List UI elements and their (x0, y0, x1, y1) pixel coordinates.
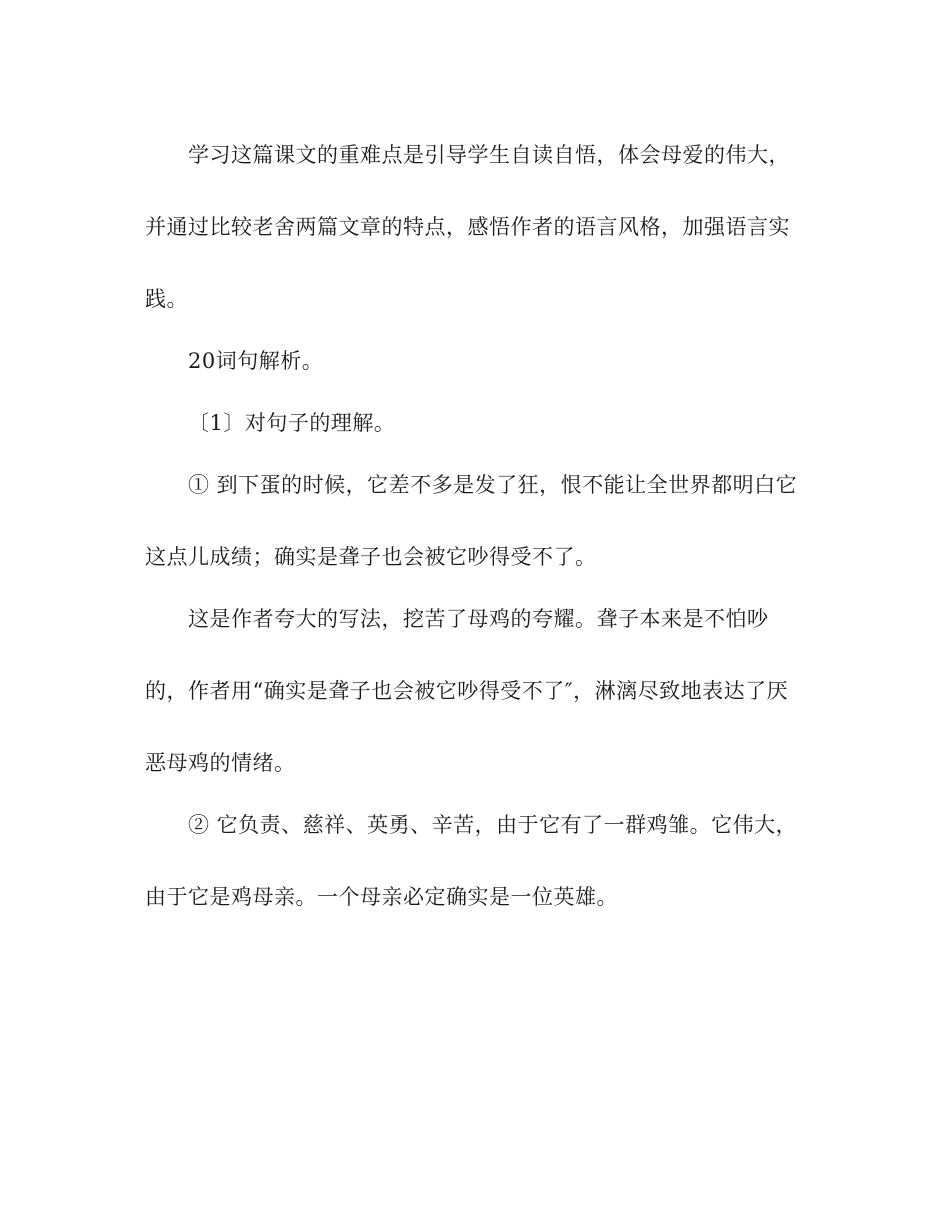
section-heading: 20词句解析。 (188, 349, 324, 373)
quote-1-line-2: 这点儿成绩；确实是聋子也会被它吵得受不了。 (145, 545, 597, 569)
paragraph-1-line-1: 学习这篇课文的重难点是引导学生自读自悟，体会母爱的伟大， (188, 143, 790, 167)
analysis-1-line-1: 这是作者夸大的写法，挖苦了母鸡的夸耀。聋子本来是不怕吵 (188, 607, 769, 631)
quote-1-line-1: ① 到下蛋的时候，它差不多是发了狂，恨不能让全世界都明白它 (188, 473, 798, 497)
analysis-1-line-2: 的，作者用“确实是聋子也会被它吵得受不了″，淋漓尽致地表达了厌 (145, 679, 789, 703)
subsection-heading: 〔1〕对句子的理解。 (188, 411, 396, 435)
quote-2-line-1: ② 它负责、慈祥、英勇、辛苦，由于它有了一群鸡雏。它伟大， (188, 813, 798, 837)
analysis-1-line-3: 恶母鸡的情绪。 (145, 751, 296, 775)
paragraph-1-line-3: 践。 (145, 287, 188, 311)
quote-2-line-2: 由于它是鸡母亲。一个母亲必定确实是一位英雄。 (145, 885, 618, 909)
paragraph-1-line-2: 并通过比较老舍两篇文章的特点，感悟作者的语言风格，加强语言实 (145, 215, 790, 239)
